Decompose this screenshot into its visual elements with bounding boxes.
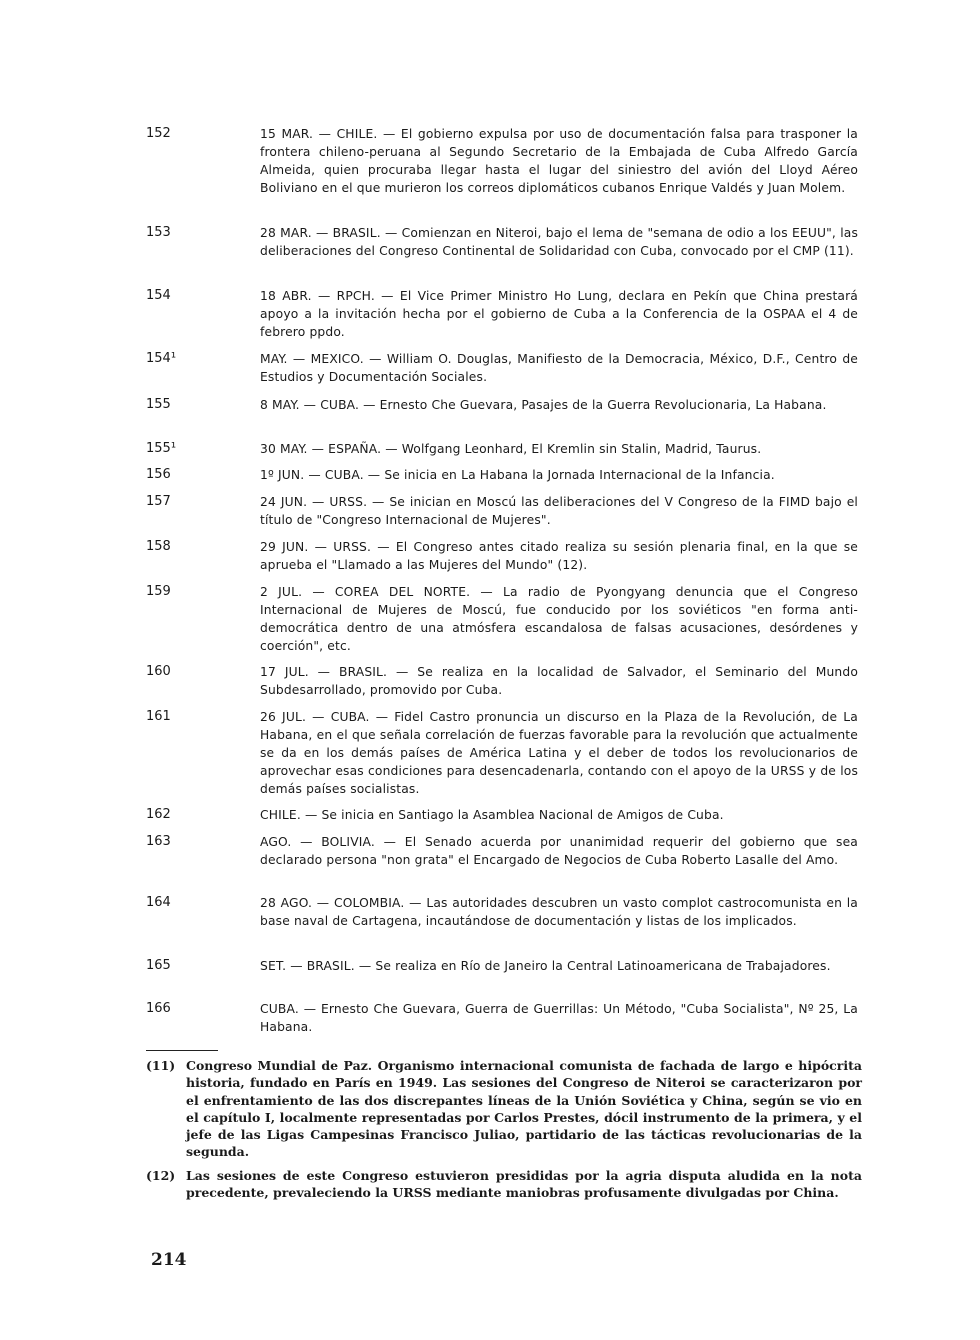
footnote-mark: (11): [146, 1058, 176, 1073]
entry-number: 155¹: [146, 441, 177, 456]
entry-text: 1º JUN. — CUBA. — Se inicia en La Habana la Jornada Internacional de la Infancia.: [260, 468, 775, 482]
entry-text: CHILE. — Se inicia en Santiago la Asamblea Nacional de Amigos de Cuba.: [260, 808, 724, 822]
entry-number: 161: [146, 709, 171, 724]
entry-text: 2 JUL. — COREA DEL NORTE. — La radio de Pyongyang denuncia que el Congreso Internacional de Mujeres de Moscú, fue conducido por los soviéticos "en forma anti-democrática dentro de una atmósfera escandalosa de falsas acusaciones, desórdenes y coerción", etc.: [260, 585, 858, 653]
entry-text: 30 MAY. — ESPAÑA. — Wolfgang Leonhard, El Kremlin sin Stalin, Madrid, Taurus.: [260, 442, 762, 456]
entry-number: 154: [146, 288, 171, 303]
entry-number: 162: [146, 807, 171, 822]
entry-text: 24 JUN. — URSS. — Se inician en Moscú las deliberaciones del V Congreso de la FIMD bajo el título de "Congreso Internacional de Mujeres".: [260, 495, 858, 527]
entry-text: 28 AGO. — COLOMBIA. — Las autoridades descubren un vasto complot castrocomunista en la base naval de Cartagena, incautándose de documentación y listas de los implicados.: [260, 896, 858, 928]
entry-number: 157: [146, 494, 171, 509]
entry-text: 26 JUL. — CUBA. — Fidel Castro pronuncia un discurso en la Plaza de la Revolución, de La Habana, en el que señala correlación de fuerzas favorable para la revolución que actualmente se da en los demás países de América Latina y el deber de todos los revolucionarios de aprovechar esas condiciones para desencadenarla, contando con el apoyo de la URSS y de los demás países socialistas.: [260, 710, 858, 796]
entry-text: AGO. — BOLIVIA. — El Senado acuerda por unanimidad requerir del gobierno que sea declarado persona "non grata" el Encargado de Negocios de Cuba Roberto Lasalle del Amo.: [260, 835, 858, 867]
entry-number: 155: [146, 397, 171, 412]
entry-number: 165: [146, 958, 171, 973]
footnote-text: Congreso Mundial de Paz. Organismo internacional comunista de fachada de largo e hipócrita historia, fundado en París en 1949. Las sesiones del Congreso de Niteroi se caracterizaron por el enfrentamiento de las dos discrepantes líneas de la Unión Soviética y China, según se vio en el capítulo I, localmente representadas por Carlos Prestes, dócil instrumento de la primera, y el jefe de las Ligas Campesinas Francisco Juliao, partidario de las tácticas revolucionarias de la segunda.: [186, 1058, 862, 1160]
entry-text: 28 MAR. — BRASIL. — Comienzan en Niteroi, bajo el lema de "semana de odio a los EEUU", las deliberaciones del Congreso Continental de Solidaridad con Cuba, convocado por el CMP (11).: [260, 226, 858, 258]
entry-number: 166: [146, 1001, 171, 1016]
entry-text: MAY. — MEXICO. — William O. Douglas, Manifiesto de la Democracia, México, D.F., Centro de Estudios y Documentación Sociales.: [260, 352, 858, 384]
footnote-separator: [146, 1050, 218, 1051]
entry-number: 159: [146, 584, 171, 599]
page-number: 214: [151, 1250, 187, 1270]
entry-text: 29 JUN. — URSS. — El Congreso antes citado realiza su sesión plenaria final, en la que se aprueba el "Llamado a las Mujeres del Mundo" (12).: [260, 540, 858, 572]
entry-number: 164: [146, 895, 171, 910]
entry-number: 158: [146, 539, 171, 554]
entry-text: 17 JUL. — BRASIL. — Se realiza en la localidad de Salvador, el Seminario del Mundo Subdesarrollado, promovido por Cuba.: [260, 665, 858, 697]
footnote-text: Las sesiones de este Congreso estuvieron presididas por la agria disputa aludida en la nota precedente, prevaleciendo la URSS mediante maniobras profusamente divulgadas por China.: [186, 1168, 862, 1201]
entry-text: 8 MAY. — CUBA. — Ernesto Che Guevara, Pasajes de la Guerra Revolucionaria, La Habana.: [260, 398, 827, 412]
entry-text: 18 ABR. — RPCH. — El Vice Primer Ministro Ho Lung, declara en Pekín que China prestará apoyo a la invitación hecha por el gobierno de Cuba a la Conferencia de la OSPAA el 4 de febrero ppdo.: [260, 289, 858, 339]
footnote-mark: (12): [146, 1168, 176, 1183]
entry-number: 156: [146, 467, 171, 482]
entry-number: 163: [146, 834, 171, 849]
entry-number: 153: [146, 225, 171, 240]
entry-text: SET. — BRASIL. — Se realiza en Río de Janeiro la Central Latinoamericana de Trabajadores.: [260, 959, 831, 973]
entry-number: 154¹: [146, 351, 177, 366]
entry-number: 160: [146, 664, 171, 679]
entry-number: 152: [146, 126, 171, 141]
entry-text: CUBA. — Ernesto Che Guevara, Guerra de Guerrillas: Un Método, "Cuba Socialista", Nº 25, La Habana.: [260, 1002, 858, 1034]
entry-text: 15 MAR. — CHILE. — El gobierno expulsa por uso de documentación falsa para trasponer la frontera chileno-peruana al Segundo Secretario de la Embajada de Cuba Alfredo García Almeida, quien procuraba llegar hasta el lugar del siniestro del avión del Lloyd Aéreo Boliviano en el que murieron los correos diplomáticos cubanos Enrique Valdés y Juan Molem.: [260, 127, 858, 195]
